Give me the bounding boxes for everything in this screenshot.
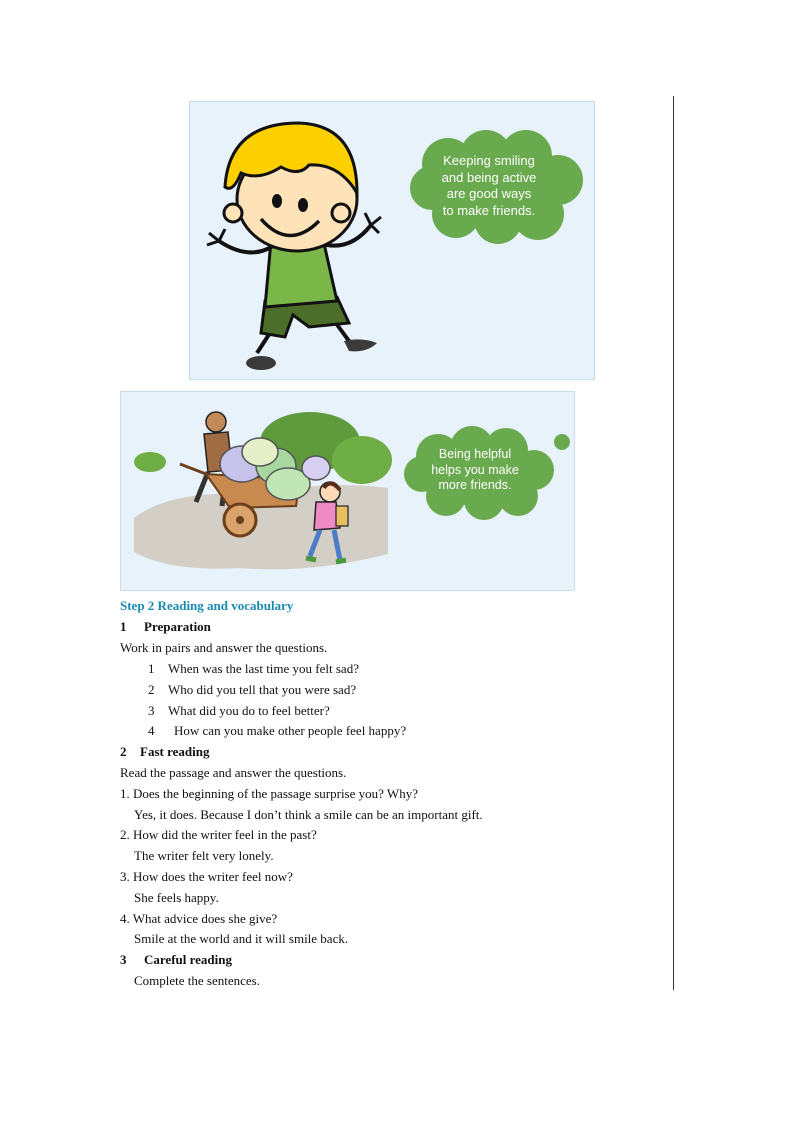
fast-intro: Read the passage and answer the questions. <box>120 765 347 780</box>
question: 3. How does the writer feel now? <box>120 869 293 884</box>
list-item: 2 Who did you tell that you were sad? <box>148 682 357 697</box>
cart-helping-illustration <box>130 398 392 576</box>
section-careful-reading: 3 Careful reading <box>120 952 232 967</box>
answer: She feels happy. <box>134 890 219 905</box>
answer: Smile at the world and it will smile back. <box>134 931 349 946</box>
boy-bubble-text: Keeping smiling and being active are good ways to make friends. <box>441 153 537 218</box>
step-heading: Step 2 Reading and vocabulary <box>120 598 294 613</box>
list-item: 3 What did you do to feel better? <box>148 703 330 718</box>
section-fast-reading: 2 Fast reading <box>120 744 210 759</box>
margin-line <box>673 96 674 990</box>
answer: The writer felt very lonely. <box>134 848 274 863</box>
careful-intro: Complete the sentences. <box>134 973 260 988</box>
question: 2. How did the writer feel in the past? <box>120 827 317 842</box>
question: 4. What advice does she give? <box>120 911 278 926</box>
answer: Yes, it does. Because I don’t think a smile can be an important gift. <box>134 807 483 822</box>
list-item: 1 When was the last time you felt sad? <box>148 661 359 676</box>
section-preparation: 1 Preparation <box>120 619 211 634</box>
cart-bubble-text: Being helpful helps you make more friends. <box>431 447 519 492</box>
question: 1. Does the beginning of the passage surprise you? Why? <box>120 786 418 801</box>
list-item: 4 How can you make other people feel happy? <box>148 723 407 738</box>
prep-intro: Work in pairs and answer the questions. <box>120 640 328 655</box>
